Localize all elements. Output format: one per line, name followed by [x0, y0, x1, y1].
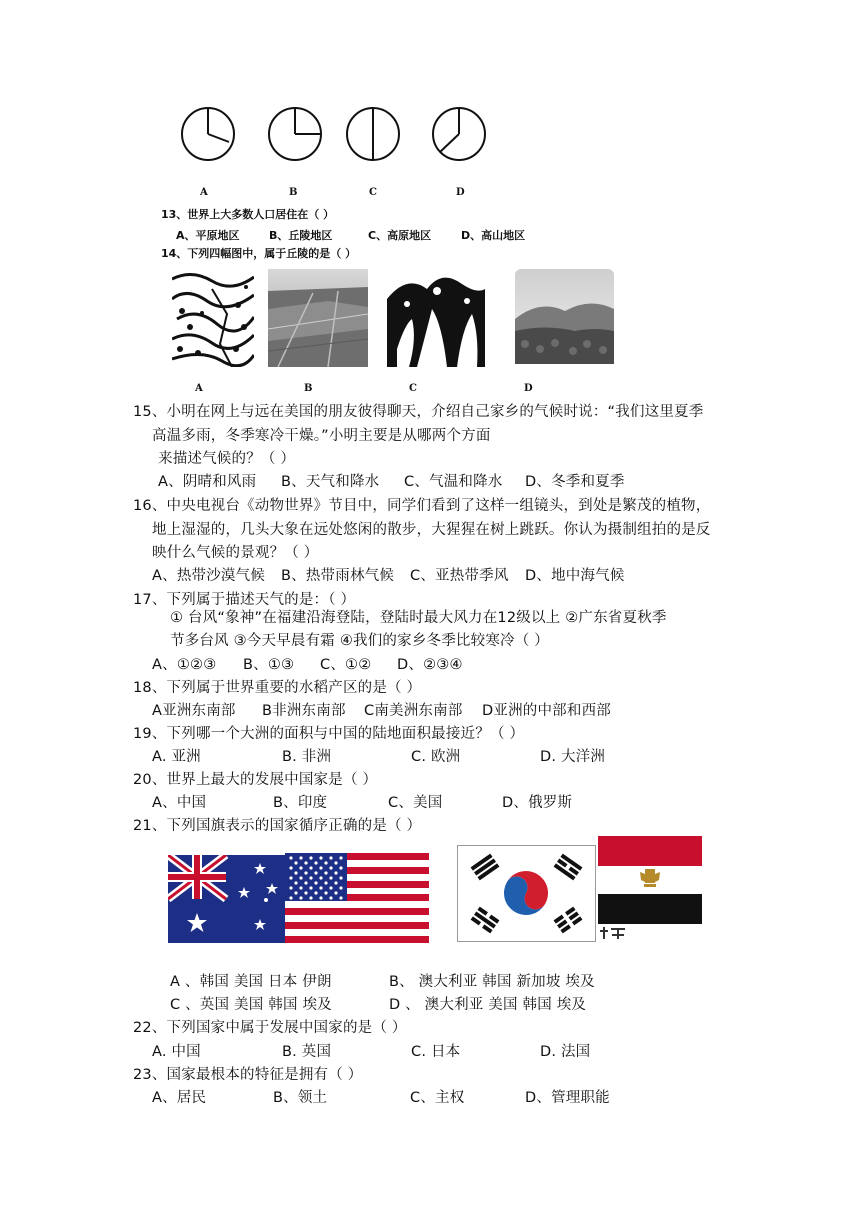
q23-option-b: B、领土: [273, 1090, 328, 1106]
q20-option-a: A、中国: [152, 795, 207, 811]
q20-option-c: C、美国: [388, 795, 443, 811]
clock-label-b: B: [289, 187, 298, 198]
q21-stem: 21、下列国旗表示的国家循序正确的是（ ）: [133, 818, 422, 834]
q15-option-d: D、冬季和夏季: [525, 474, 625, 490]
q20-stem: 20、世界上最大的发展中国家是（ ）: [133, 772, 378, 788]
q19-stem: 19、下列哪一个大洲的面积与中国的陆地面积最接近？（ ）: [133, 726, 525, 742]
q18-option-d: D亚洲的中部和西部: [482, 703, 611, 719]
q23-option-c: C、主权: [410, 1090, 465, 1106]
q13-stem: 13、世界上大多数人口居住在（ ）: [161, 208, 335, 221]
q18-stem: 18、下列属于世界重要的水稻产区的是（ ）: [133, 680, 422, 696]
q15-option-b: B、天气和降水: [281, 474, 380, 490]
q17-stem: 17、下列属于描述天气的是：（ ）: [133, 592, 356, 608]
q17-option-a: A、①②③: [152, 657, 217, 673]
q21-option-c: C 、英国 美国 韩国 埃及: [170, 997, 332, 1013]
clock-options-figure: [175, 100, 495, 170]
q21-option-a: A 、韩国 美国 日本 伊朗: [170, 974, 332, 990]
clock-label-c: C: [369, 187, 377, 198]
landform-label-d: D: [524, 383, 533, 394]
q15-option-c: C、气温和降水: [404, 474, 503, 490]
q16-option-c: C、亚热带季风: [410, 568, 509, 584]
q14-stem: 14、下列四幅图中，属于丘陵的是（ ）: [161, 247, 357, 260]
q17-line-2: ① 台风“象神”在福建沿海登陆，登陆时最大风力在12级以上 ②广东省夏秋季: [170, 610, 667, 626]
flag-south-korea: [457, 845, 596, 942]
q15-line-2: 高温多雨，冬季寒冷干燥。”小明主要是从哪两个方面: [152, 428, 491, 444]
q16-option-a: A、热带沙漠气候: [152, 568, 266, 584]
clock-b: [269, 108, 321, 160]
q16-line-1: 16、中央电视台《动物世界》节目中，同学们看到了这样一组镜头，到处是繁茂的植物，: [133, 498, 711, 514]
q15-line-3: 来描述气候的？（ ）: [158, 451, 296, 467]
q18-option-b: B非洲东南部: [262, 703, 346, 719]
landform-picture-a: [172, 269, 254, 367]
clock-label-a: A: [200, 187, 208, 198]
q19-option-c: C. 欧洲: [411, 749, 461, 765]
landform-label-a: A: [195, 383, 203, 394]
q19-option-d: D. 大洋洲: [540, 749, 606, 765]
q23-stem: 23、国家最根本的特征是拥有（ ）: [133, 1067, 363, 1083]
landform-picture-c: [387, 269, 485, 367]
q16-option-b: B、热带雨林气候: [281, 568, 395, 584]
q22-option-c: C. 日本: [411, 1044, 461, 1060]
q17-line-3: 节多台风 ③今天早晨有霜 ④我们的家乡冬季比较寒冷（ ）: [170, 633, 549, 649]
q13-option-d: D、高山地区: [461, 229, 526, 242]
q17-option-c: C、①②: [320, 657, 372, 673]
clock-d: [433, 108, 485, 160]
landform-picture-d: [515, 269, 614, 364]
q18-option-c: C南美洲东南部: [364, 703, 463, 719]
q20-option-d: D、俄罗斯: [502, 795, 573, 811]
landform-label-c: C: [409, 383, 417, 394]
q19-option-b: B. 非洲: [282, 749, 332, 765]
q23-option-d: D、管理职能: [525, 1090, 610, 1106]
q16-line-2: 地上湿湿的，几头大象在远处悠闲的散步，大猩猩在树上跳跃。你认为摄制组拍的是反: [152, 522, 711, 538]
q21-option-b: B、 澳大利亚 韩国 新加坡 埃及: [389, 974, 595, 990]
q18-option-a: A亚洲东南部: [152, 703, 236, 719]
landform-picture-b: [268, 269, 368, 367]
q21-option-d: D 、 澳大利亚 美国 韩国 埃及: [389, 997, 587, 1013]
q17-option-b: B、①③: [243, 657, 295, 673]
q22-option-a: A. 中国: [152, 1044, 201, 1060]
clock-c: [347, 108, 399, 160]
q17-option-d: D、②③④: [397, 657, 463, 673]
q13-option-a: A、平原地区: [176, 229, 240, 242]
flag-residue-mark: [598, 925, 628, 941]
flag-australia: [168, 855, 285, 943]
q13-option-b: B、丘陵地区: [269, 229, 333, 242]
landform-label-b: B: [304, 383, 313, 394]
clock-a: [182, 108, 234, 160]
flag-usa: [285, 853, 429, 943]
q23-option-a: A、居民: [152, 1090, 207, 1106]
flag-egypt: [598, 836, 702, 924]
q20-option-b: B、印度: [273, 795, 328, 811]
q15-option-a: A、阴晴和风雨: [158, 474, 257, 490]
q15-line-1: 15、小明在网上与远在美国的朋友彼得聊天，介绍自己家乡的气候时说：“我们这里夏季: [133, 404, 704, 420]
q22-option-d: D. 法国: [540, 1044, 591, 1060]
q16-line-3: 映什么气候的景观？（ ）: [152, 545, 319, 561]
q13-option-c: C、高原地区: [368, 229, 432, 242]
q16-option-d: D、地中海气候: [525, 568, 625, 584]
q22-option-b: B. 英国: [282, 1044, 332, 1060]
clock-label-d: D: [456, 187, 465, 198]
q19-option-a: A. 亚洲: [152, 749, 201, 765]
q22-stem: 22、下列国家中属于发展中国家的是（ ）: [133, 1020, 407, 1036]
